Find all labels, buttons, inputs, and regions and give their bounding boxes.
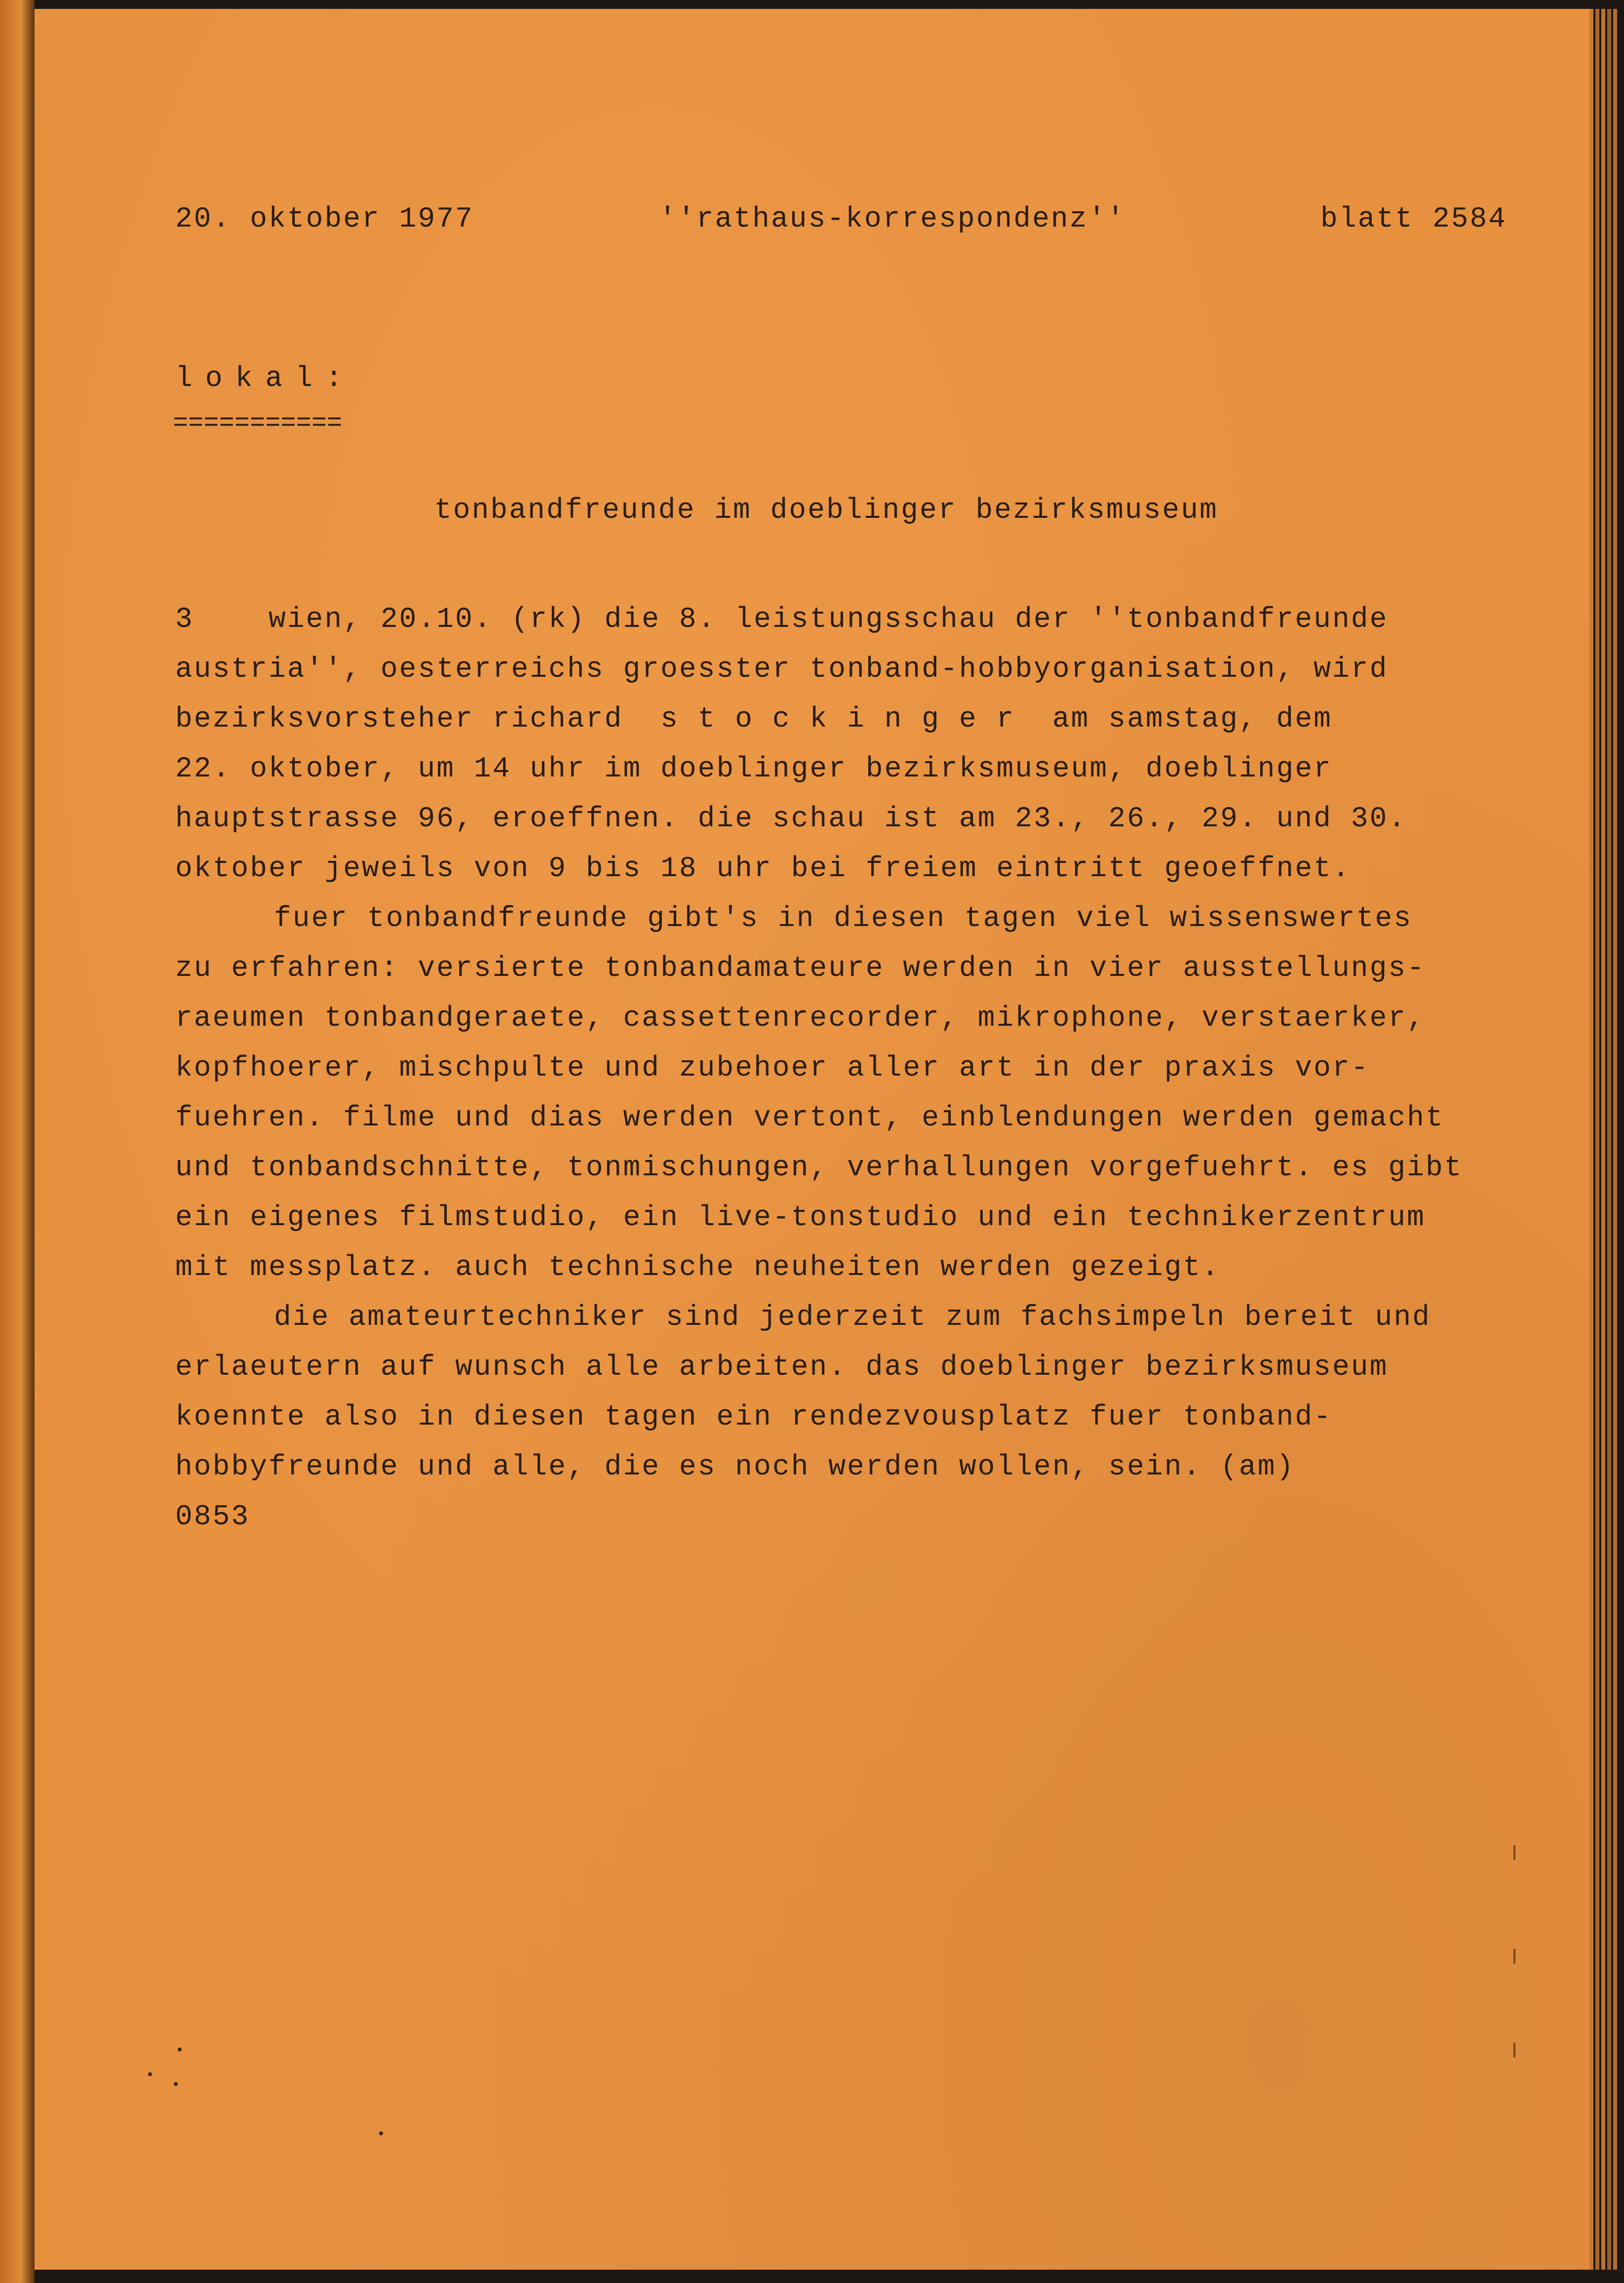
body-line: fuehren. filme und dias werden vertont, einblendungen werden gemacht [175, 1102, 1444, 1134]
speck [379, 2131, 383, 2135]
page-stack-edge [1589, 9, 1593, 2270]
speck [178, 2048, 182, 2051]
body-line: kopfhoerer, mischpulte und zubehoer aller art in der praxis vor- [175, 1052, 1370, 1084]
body-line: erlaeutern auf wunsch alle arbeiten. das doeblinger bezirksmuseum [175, 1352, 1389, 1384]
page-stack-edge [1613, 9, 1617, 2270]
binding-edge [0, 0, 35, 2283]
body-line: und tonbandschnitte, tonmischungen, verhallungen vorgefuehrt. es gibt [175, 1152, 1463, 1184]
typed-page [35, 9, 1589, 2270]
section-label: lokal: [175, 363, 355, 395]
margin-mark [1513, 1949, 1515, 1964]
body-line: hauptstrasse 96, eroeffnen. die schau ist am 23., 26., 29. und 30. [175, 803, 1407, 835]
body-line: austria'', oesterreichs groesster tonband-hobbyorganisation, wird [175, 654, 1389, 686]
body-line: die amateurtechniker sind jederzeit zum fachsimpeln bereit und [274, 1302, 1431, 1334]
section-underline: =========== [173, 409, 343, 438]
article-body [175, 595, 1582, 1542]
body-line: ein eigenes filmstudio, ein live-tonstudio und ein technikerzentrum [175, 1202, 1426, 1234]
speck [174, 2082, 178, 2086]
header-date: 20. oktober 1977 [175, 203, 474, 235]
page-stack-edge [1601, 9, 1605, 2270]
body-line: koennte also in diesen tagen ein rendezvousplatz fuer tonband- [175, 1401, 1332, 1433]
body-line: 3 wien, 20.10. (rk) die 8. leistungsschau der ''tonbandfreunde [175, 604, 1389, 636]
margin-mark [1513, 2043, 1515, 2057]
page-stack-edge [1607, 9, 1611, 2270]
page-stack-edge [1595, 9, 1599, 2270]
body-line: zu erfahren: versierte tonbandamateure werden in vier ausstellungs- [175, 953, 1426, 985]
body-line: mit messplatz. auch technische neuheiten werden gezeigt. [175, 1252, 1221, 1284]
margin-mark [1513, 1845, 1515, 1860]
speck [148, 2072, 152, 2076]
body-line: 0853 [175, 1501, 250, 1533]
article-title: tonbandfreunde im doeblinger bezirksmuseum [434, 495, 1218, 527]
body-line: 22. oktober, um 14 uhr im doeblinger bezirksmuseum, doeblinger [175, 753, 1332, 785]
body-line: oktober jeweils von 9 bis 18 uhr bei freiem eintritt geoeffnet. [175, 853, 1351, 885]
body-line: raeumen tonbandgeraete, cassettenrecorder, mikrophone, verstaerker, [175, 1003, 1426, 1035]
header-sheet-number: blatt 2584 [1320, 203, 1508, 235]
body-line: bezirksvorsteher richard s t o c k i n g e r am samstag, dem [175, 703, 1332, 735]
body-line: hobbyfreunde und alle, die es noch werden wollen, sein. (am) [175, 1451, 1295, 1483]
body-line: fuer tonbandfreunde gibt's in diesen tagen viel wissenswertes [274, 903, 1413, 935]
header-publication: ''rathaus-korrespondenz'' [659, 203, 1126, 235]
